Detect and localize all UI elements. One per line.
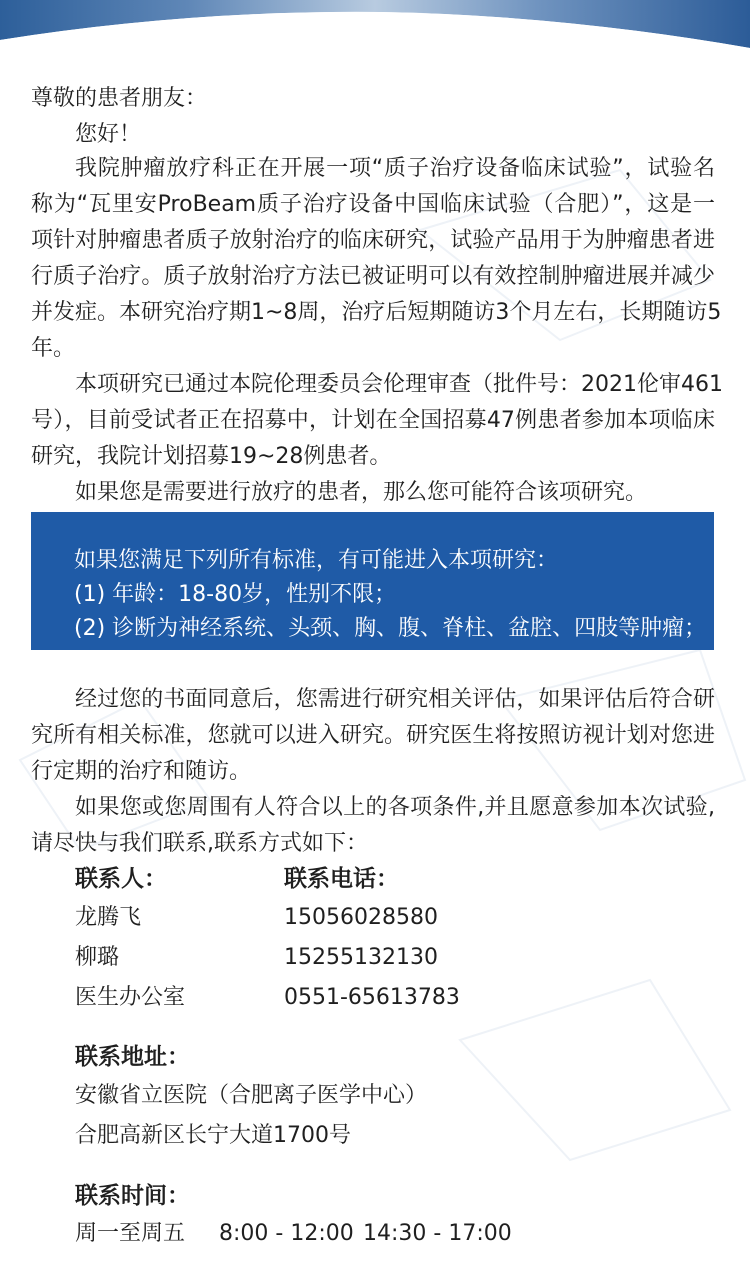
eligibility-criteria-box — [31, 512, 714, 650]
paragraph-5-line: 如果您或您周围有人符合以上的各项条件,并且愿意参加本次试验, — [75, 795, 715, 820]
criteria-item: (1) 年龄：18-80岁，性别不限； — [74, 582, 397, 607]
paragraph-2-line: 研究，我院计划招募19~28例患者。 — [31, 444, 392, 469]
paragraph-1-line: 我院肿瘤放疗科正在开展一项“质子治疗设备临床试验”，试验名 — [75, 156, 715, 181]
greeting: 您好！ — [75, 122, 142, 147]
paragraph-1-line: 并发症。本研究治疗期1~8周，治疗后短期随访3个月左右，长期随访5 — [31, 300, 722, 325]
address-header: 联系地址： — [75, 1044, 190, 1070]
paragraph-4-line: 究所有相关标准，您就可以进入研究。研究医生将按照访视计划对您进 — [31, 723, 715, 748]
paragraph-5-line: 请尽快与我们联系,联系方式如下： — [31, 831, 368, 856]
paragraph-3: 如果您是需要进行放疗的患者，那么您可能符合该项研究。 — [75, 480, 648, 505]
criteria-item: (2) 诊断为神经系统、头颈、胸、腹、脊柱、盆腔、四肢等肿瘤； — [74, 616, 707, 641]
paragraph-1-line: 行质子治疗。质子放射治疗方法已被证明可以有效控制肿瘤进展并减少 — [31, 264, 715, 289]
paragraph-1-line: 称为“瓦里安ProBeam质子治疗设备中国临床试验（合肥）”，这是一 — [31, 192, 715, 217]
contact-person-header: 联系人： — [75, 866, 167, 892]
paragraph-1-line: 项针对肿瘤患者质子放射治疗的临床研究，试验产品用于为肿瘤患者进 — [31, 228, 715, 253]
contact-name: 柳璐 — [75, 945, 120, 970]
contact-name: 龙腾飞 — [75, 905, 142, 930]
paragraph-2-line: 本项研究已通过本院伦理委员会伦理审查（批件号：2021伦审461 — [75, 372, 723, 397]
paragraph-4-line: 行定期的治疗和随访。 — [31, 759, 252, 784]
contact-phone[interactable]: 15056028580 — [284, 905, 438, 930]
hours-header: 联系时间： — [75, 1183, 190, 1209]
hours-afternoon: 14:30 - 17:00 — [363, 1221, 512, 1246]
salutation: 尊敬的患者朋友： — [31, 86, 208, 111]
paragraph-1-line: 年。 — [31, 336, 76, 361]
paragraph-2-line: 号），目前受试者正在招募中，计划在全国招募47例患者参加本项临床 — [31, 408, 715, 433]
contact-phone[interactable]: 15255132130 — [284, 945, 438, 970]
contact-name: 医生办公室 — [75, 985, 186, 1010]
contact-phone-header: 联系电话： — [284, 866, 399, 892]
contact-phone[interactable]: 0551-65613783 — [284, 985, 460, 1010]
header-banner — [0, 0, 750, 60]
address-line: 合肥高新区长宁大道1700号 — [75, 1123, 351, 1148]
hours-days: 周一至周五 — [75, 1221, 186, 1246]
hours-morning: 8:00 - 12:00 — [219, 1221, 354, 1246]
criteria-intro: 如果您满足下列所有标准，有可能进入本项研究： — [74, 548, 559, 573]
paragraph-4-line: 经过您的书面同意后，您需进行研究相关评估，如果评估后符合研 — [75, 687, 715, 712]
address-line: 安徽省立医院（合肥离子医学中心） — [75, 1083, 428, 1108]
